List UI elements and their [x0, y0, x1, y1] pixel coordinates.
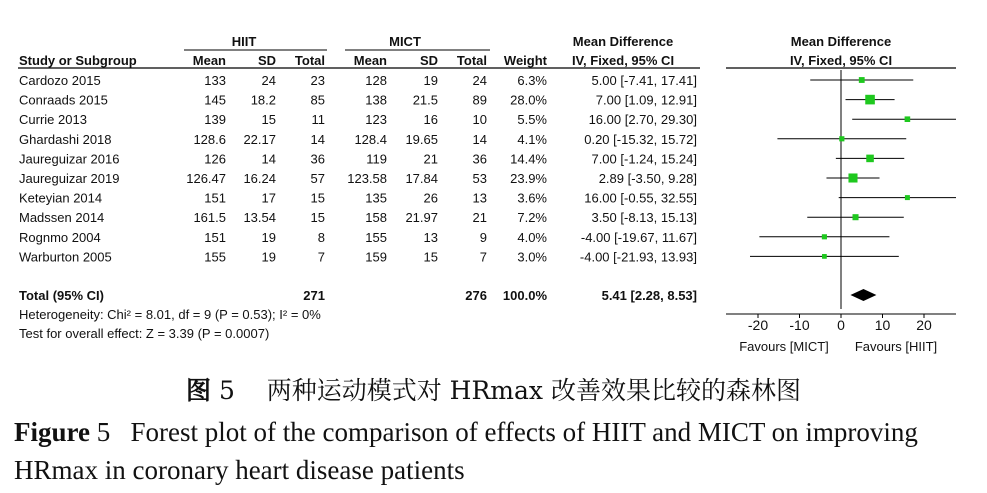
mict-total: 89: [472, 92, 487, 108]
mict-sd: 19.65: [405, 131, 438, 147]
x-tick-label: 0: [837, 317, 845, 333]
weight: 6.3%: [517, 73, 547, 88]
effect-marker: [866, 155, 874, 163]
favours-left-label: Favours [MICT]: [739, 339, 829, 354]
study-name: Madssen 2014: [19, 210, 105, 226]
effect-marker: [822, 234, 827, 239]
hiit-mean: 133: [204, 73, 226, 88]
header-md-title-plot: Mean Difference: [790, 34, 892, 49]
mict-total: 7: [479, 249, 487, 265]
total-mict-n: 276: [465, 288, 487, 303]
mean-difference-ci: 7.00 [-1.24, 15.24]: [591, 151, 697, 167]
table-row: [19, 230, 697, 245]
mean-difference-ci: 16.00 [2.70, 29.30]: [588, 112, 697, 128]
weight: 3.0%: [517, 249, 547, 265]
table-row: [19, 249, 697, 264]
header-study: Study or Subgroup: [19, 53, 137, 68]
hiit-mean: 151: [204, 190, 226, 206]
effect-marker: [859, 77, 865, 83]
effect-marker: [822, 254, 827, 259]
hiit-sd: 15: [261, 112, 276, 128]
mict-total: 9: [479, 229, 487, 245]
mict-mean: 123: [365, 112, 387, 128]
total-weight: 100.0%: [502, 288, 547, 303]
hiit-sd: 19: [261, 249, 276, 265]
hiit-mean: 126: [204, 151, 226, 167]
weight: 5.5%: [517, 112, 547, 128]
mean-difference-ci: 5.00 [-7.41, 17.41]: [591, 73, 697, 88]
overall-effect-text: Test for overall effect: Z = 3.39 (P = 0.0007): [19, 326, 270, 341]
header-hiit-mean: Mean: [192, 53, 226, 68]
weight: 4.0%: [517, 229, 547, 245]
hiit-sd: 13.54: [243, 210, 276, 226]
effect-marker: [865, 95, 875, 105]
caption-cn-text: 两种运动模式对 HRmax 改善效果比较的森林图: [266, 376, 801, 405]
mict-total: 10: [472, 112, 487, 128]
mict-mean: 158: [365, 210, 387, 226]
table-row: [19, 112, 697, 127]
caption-en-text: Forest plot of the comparison of effects of HIIT and MICT on improving HRmax in coronary heart disease patients: [14, 417, 918, 485]
header-mict: MICT: [389, 34, 421, 49]
hiit-mean: 128.6: [193, 131, 226, 147]
mict-sd: 19: [423, 73, 438, 88]
mict-total: 21: [472, 210, 487, 226]
weight: 7.2%: [517, 210, 547, 226]
mean-difference-ci: -4.00 [-19.67, 11.67]: [580, 229, 697, 245]
caption-en-label: Figure: [14, 417, 90, 447]
header-md-sub-table: IV, Fixed, 95% CI: [571, 53, 675, 68]
study-name: Jaureguizar 2019: [19, 171, 120, 186]
header-hiit-sd: SD: [257, 53, 276, 68]
study-name: Cardozo 2015: [19, 73, 101, 88]
study-rows: [19, 73, 697, 264]
caption-en-number: 5: [96, 417, 111, 447]
weight: 4.1%: [517, 131, 547, 147]
hiit-total: 7: [317, 249, 325, 265]
study-name: Warburton 2005: [19, 249, 112, 265]
hiit-total: 23: [310, 73, 325, 88]
mict-total: 24: [472, 73, 487, 88]
effect-marker: [839, 136, 844, 141]
mict-sd: 21.5: [412, 92, 438, 108]
hiit-total: 57: [310, 171, 325, 186]
total-label: Total (95% CI): [19, 288, 104, 303]
x-tick-label: -20: [747, 317, 769, 333]
hiit-mean: 145: [204, 92, 226, 108]
study-name: Jaureguizar 2016: [19, 151, 120, 167]
plot-marks: [750, 70, 956, 309]
hiit-sd: 22.17: [243, 131, 276, 147]
hiit-total: 15: [310, 190, 325, 206]
mict-sd: 21.97: [405, 210, 438, 226]
weight: 3.6%: [517, 190, 547, 206]
table-row: [19, 93, 697, 108]
table-row: [19, 171, 697, 186]
header-md-sub-plot: IV, Fixed, 95% CI: [789, 53, 893, 68]
mict-total: 14: [472, 131, 487, 147]
mict-sd: 13: [423, 229, 438, 245]
study-name: Conraads 2015: [19, 92, 108, 108]
mict-total: 13: [472, 190, 487, 206]
header-mict-mean: Mean: [353, 53, 387, 68]
caption-chinese: [0, 371, 987, 407]
mean-difference-ci: 3.50 [-8.13, 15.13]: [591, 210, 697, 226]
mict-mean: 155: [365, 229, 387, 245]
mict-total: 53: [472, 171, 487, 186]
header-hiit-total: Total: [294, 53, 325, 68]
hiit-mean: 126.47: [186, 171, 226, 186]
heterogeneity-text: Heterogeneity: Chi² = 8.01, df = 9 (P = 0.53); I² = 0%: [19, 307, 321, 322]
effect-marker: [852, 214, 858, 220]
mict-sd: 21: [423, 151, 438, 167]
caption-cn-number: 5: [219, 376, 235, 405]
effect-marker: [848, 173, 857, 182]
effect-marker: [905, 195, 910, 200]
x-axis: [726, 314, 956, 333]
mict-mean: 119: [366, 151, 387, 167]
mict-sd: 17.84: [405, 171, 438, 186]
table-row: [19, 210, 697, 225]
hiit-sd: 14: [261, 151, 276, 167]
header-mict-sd: SD: [419, 53, 438, 68]
x-tick-label: -10: [789, 317, 810, 333]
hiit-sd: 24: [261, 73, 276, 88]
hiit-sd: 19: [261, 229, 276, 245]
study-name: Currie 2013: [19, 112, 87, 128]
x-tick-label: 10: [874, 317, 891, 333]
mean-difference-ci: 7.00 [1.09, 12.91]: [595, 92, 697, 108]
mict-mean: 128.4: [354, 131, 387, 147]
hiit-mean: 151: [204, 229, 226, 245]
mict-sd: 16: [423, 112, 438, 128]
mict-mean: 135: [365, 190, 387, 206]
header-md-title-table: Mean Difference: [572, 34, 674, 49]
total-ci: 5.41 [2.28, 8.53]: [601, 288, 697, 303]
mean-difference-ci: 2.89 [-3.50, 9.28]: [598, 171, 697, 186]
header-mict-total: Total: [456, 53, 487, 68]
hiit-total: 14: [310, 131, 325, 147]
weight: 28.0%: [510, 92, 547, 108]
hiit-mean: 155: [204, 249, 226, 265]
total-hiit-n: 271: [303, 288, 325, 303]
mict-mean: 128: [365, 73, 387, 88]
effect-marker: [905, 116, 911, 122]
hiit-mean: 161.5: [193, 210, 226, 226]
mict-sd: 26: [423, 190, 438, 206]
mict-mean: 159: [365, 249, 387, 265]
table-row: [19, 73, 697, 88]
study-name: Keteyian 2014: [19, 190, 103, 206]
header-hiit: HIIT: [231, 34, 257, 49]
weight: 14.4%: [510, 151, 547, 167]
hiit-mean: 139: [204, 112, 226, 128]
caption-cn-label: 图: [186, 376, 212, 405]
mict-sd: 15: [423, 249, 438, 265]
study-name: Rognmo 2004: [19, 229, 101, 245]
hiit-sd: 18.2: [250, 92, 276, 108]
table-row: [19, 132, 697, 147]
mean-difference-ci: 0.20 [-15.32, 15.72]: [584, 131, 697, 147]
hiit-total: 85: [310, 92, 325, 108]
mean-difference-ci: 16.00 [-0.55, 32.55]: [584, 190, 697, 206]
study-name: Ghardashi 2018: [19, 131, 112, 147]
hiit-total: 11: [311, 112, 325, 128]
table-row: [19, 191, 697, 206]
x-tick-label: 20: [916, 317, 932, 333]
favours-right-label: Favours [HIIT]: [854, 339, 938, 354]
hiit-total: 8: [317, 229, 325, 245]
mict-mean: 138: [365, 92, 387, 108]
pooled-diamond: [850, 289, 876, 301]
weight: 23.9%: [510, 171, 547, 186]
mict-mean: 123.58: [347, 171, 387, 186]
mean-difference-ci: -4.00 [-21.93, 13.93]: [579, 249, 697, 265]
caption-english: [14, 413, 979, 489]
mict-total: 36: [472, 151, 487, 167]
hiit-total: 36: [310, 151, 325, 167]
hiit-sd: 16.24: [243, 171, 276, 186]
hiit-sd: 17: [261, 190, 276, 206]
header-weight: Weight: [503, 53, 547, 68]
hiit-total: 15: [310, 210, 325, 226]
table-row: [19, 151, 697, 166]
